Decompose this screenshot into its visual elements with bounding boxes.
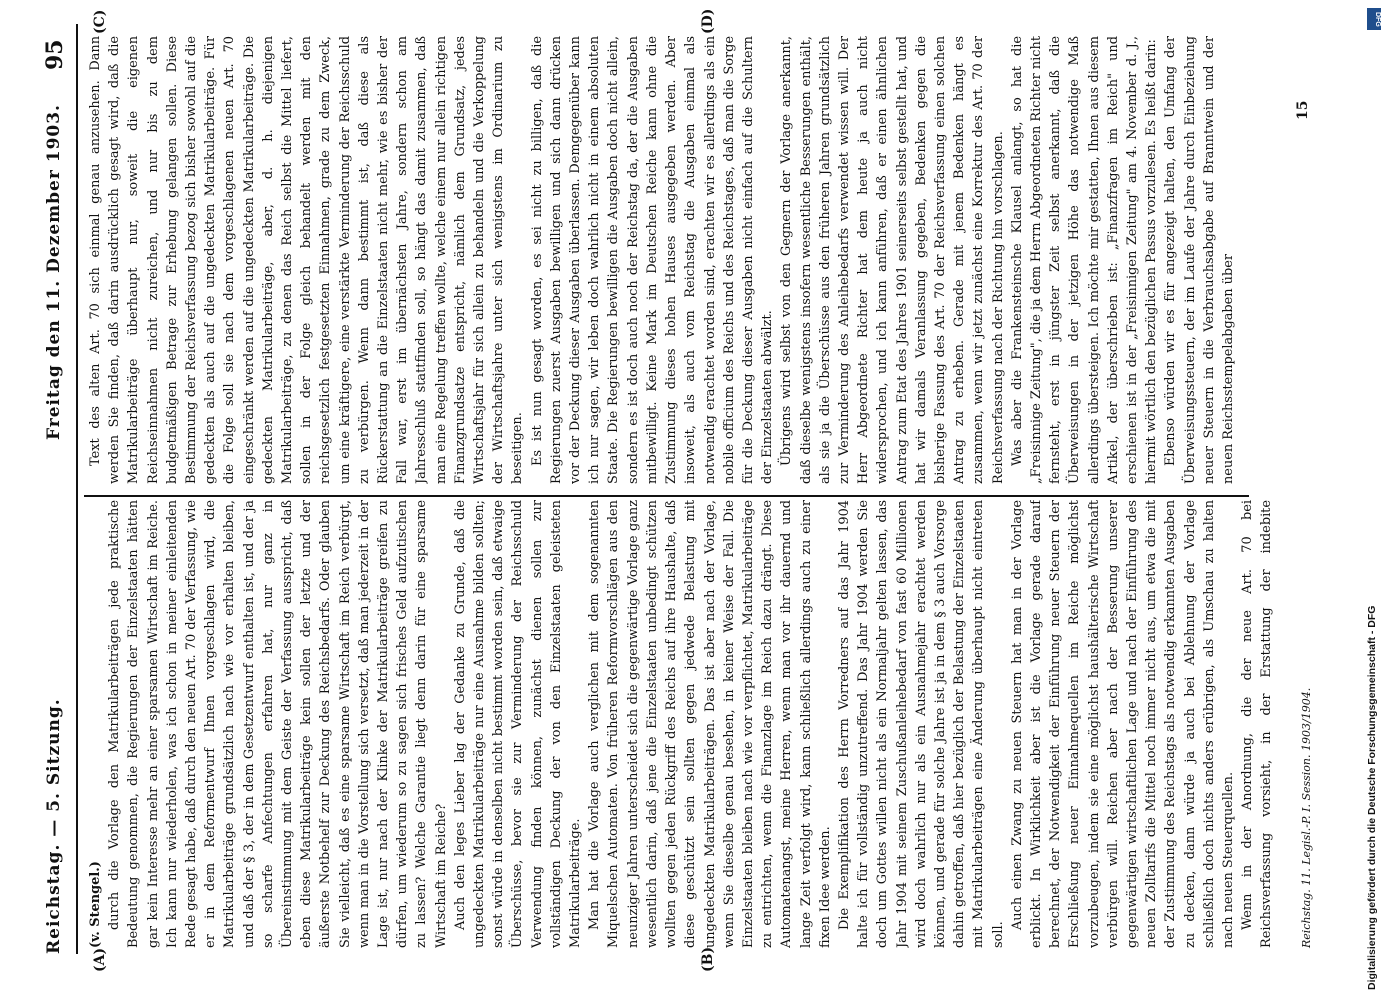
paragraph: Was aber die Frankensteinsche Klausel anlangt, so hat die „Freisinnige Zeitung", die ja dem Herrn Abgeordneten Richter nicht fernsteht, erst in jüngster Zeit selbst anerkannt, daß die Überweisungen in der jetzigen Höhe das notwendige Maß allerdings übersteigen. Ich möchte mir gestatten, Ihnen aus diesem Artikel, der überschrieben ist: „Finanzfragen im Reich" und erschienen ist in der „Freisinnigen Zeitung" am 4. November d. J., hiermit wörtlich den bezüglichen Passus vorzulesen. Es heißt darin: [1009,36,1160,484]
header-rule [76,24,78,954]
header-left: Reichstag. — 5. Sitzung. [44,698,64,954]
right-column [86,36,1276,484]
footer-session-note: Reichstag. 11. Legisl.-P. I. Session. 1903/1904. [1300,687,1313,948]
paragraph: Wenn in der Anordnung, die der neue Art. 70 bei Reichsverfassung vorsieht, in der Erstattung der indebite [1240,500,1275,948]
speaker-name: (v. Stengel.) [88,861,103,948]
dfg-logo: DFG [1367,8,1381,30]
paragraph: Übrigens wird selbst von den Gegnern der Vorlage anerkannt, daß dieselbe wenigstens insofern wesentliche Besserungen enthält, als sie ja die Überschüsse aus den früheren Jahren grundsätzlich zur Verminderung des Anleihebedarfs verwendet wissen will. Der Herr Abgeordnete Richter hat dem heute ja auch nicht widersprochen, und ich kann anführen, daß er einen ähnlichen Antrag zum Etat des Jahres 1901 seinerseits selbst gestellt hat, und hat wir damals Veranlassung gegeben, Bedenken gegen die bisherige Fassung des Art. 70 der Reichsverfassung einen solchen Antrag zu erheben. Gerade mit jenem Bedenken hängt es zusammen, wenn wir jetzt zunächst eine Korrektur des Art. 70 der Reichsverfassung nach der Richtung hin vorschlagen. [779,36,1006,484]
section-marker-b: (B) [700,946,716,972]
page-header [30,0,70,1000]
header-date: Freitag den 11. Dezember 1903. [44,104,64,440]
paragraph: Text des alten Art. 70 sich einmal genau anzusehen. Dann werden Sie finden, daß darin ausdrücklich gesagt wird, daß die Matrikularbeiträge überhaupt nur, soweit die eigenen Reichseinnahmen nicht zureichen, und nur bis zu dem budgetmäßigen Betrage zur Erhebung gelangen sollen. Diese Bestimmung der Reichsverfassung bezog sich bisher sowohl auf die gedeckten als auch auf die ungedeckten Matrikularbeiträge. Für die Folge soll sie nach dem vorgeschlagenen neuen Art. 70 eingeschränkt werden auf die ungedeckten Matrikularbeiträge. Die gedeckten Matrikularbeiträge, aber, d. h. diejenigen Matrikularbeiträge, zu denen das Reich selbst die Mittel liefert, sollen in der Folge gleich behandelt werden mit den reichsgesetzlich festgesetzten Einnahmen, grade zu dem Zweck, um eine kräftigere, eine verstärkte Verminderung der Reichsschuld zu verbürgen. Wenn dann bestimmt ist, daß diese als Rückerstattung an die Einzelstaaten nicht mehr, wie es bisher der Fall war, erst im übernächsten Jahre, sondern schon am Jahresschluß stattfinden soll, so hängt das damit zusammen, daß man eine Regelung treffen wollte, welche einem nur allein richtigen Finanzgrundsatze entspricht, nämlich dem Grundsatz, jedes Wirtschaftsjahr für sich allein zu behandeln und die Verkoppelung der Wirtschaftsjahre unter sich wenigstens im Ordinarium zu beseitigen. [88,36,526,484]
paragraph: Man hat die Vorlage auch verglichen mit dem sogenannten Miquelschen Automaten. Von früheren Reformvorschlägen aus den neunziger Jahren unterscheidet sich die gegenwärtige Vorlage ganz wesentlich darin, daß jene die Einzelstaaten unbedingt schützen wollten gegen jeden Rückgriff des Reichs auf ihre Haushalte, daß diese geschützt sein sollten gegen jedwede Belastung mit ungedeckten Matrikularbeiträgen. Das ist aber nach der Vorlage, wenn Sie dieselbe genau besehen, in keiner Weise der Fall. Die Einzelstaaten bleiben nach wie vor verpflichtet, Matrikularbeiträge zu entrichten, wenn die Finanzlage im Reich dazu drängt. Diese Automatenangst, meine Herren, wenn man vor ihr dauernd und lange Zeit verfolgt wird, kann schließlich allerdings auch zu einer fixen Idee werden. [587,500,833,948]
section-marker-d: (D) [700,8,716,34]
quoted-paragraph: Ebenso würden wir es für angezeigt halten, den Umfang der Überweisungssteuern, der im Laufe der Jahre durch Einbeziehung neuer Steuern in die Verbrauchsabgabe auf Branntwein und der neuen Reichsstempelabgaben über [1163,36,1236,484]
paragraph: Auch einen Zwang zu neuen Steuern hat man in der Vorlage erblickt. In Wirklichkeit aber ist die Vorlage gerade darauf berechnet, der Notwendigkeit der Einführung neuer Steuern der Erschließung neuer Einnahmequellen im Reiche möglichst vorzubeugen, indem sie eine möglichst haushälterische Wirtschaft verbürgen will. Reichen aber nach der Besserung unserer gegenwärtigen wirtschaftlichen Lage und nach der Einführung des neuen Zolltarifs die Mittel noch immer nicht aus, um etwa die mit der Zustimmung des Reichstags als notwendig erkannten Ausgaben zu decken, dann würde ja auch bei Ablehnung der Vorlage schließlich doch nichts anders erübrigen, als Umschau zu halten nach neuen Steuerquellen. [1009,500,1236,948]
section-marker-a: (A) [92,947,108,972]
section-marker-c: (C) [92,9,108,34]
digitization-text: Digitalisierung gefördert durch die Deutsche Forschungsgemeinschaft - DFG [1366,605,1378,990]
paragraph: Die Exemplifikation des Herrn Vorredners auf das Jahr 1904 halte ich für vollständig unzutreffend. Das Jahr 1904 werden Sie doch um Gottes willen nicht als ein Normaljahr gelten lassen, das Jahr 1904 mit seinem Zuschußanleihebedarf von fast 60 Millionen wird doch wahrlich nur als ein Ausnahmejahr erachtet werden können, und gerade für solche Jahre ist ja in dem § 3 auch Vorsorge dahin getroffen, daß hier bezüglich der Belastung der Einzelstaaten mit Matrikularbeiträgen eine Änderung überhaupt nicht eintreten soll. [836,500,1006,948]
page-number: 95 [42,39,68,70]
left-column [86,500,1276,948]
footer-sheet-number: 15 [1295,100,1311,120]
paragraph: Es ist nun gesagt worden, es sei nicht zu billigen, daß die Regierungen zuerst Ausgaben bewilligen und sich dann drücken vor der Deckung dieser Ausgaben überlassen. Demgegenüber kann ich nur sagen, wir leben doch wahrlich nicht in einem absoluten Staate. Die Regierungen bewilligen die Ausgaben doch nicht allein, sondern es ist doch auch noch der Reichstag da, der die Ausgaben mitbewilligt. Keine Mark im Deutschen Reiche kann ohne die Zustimmung dieses hohen Hauses ausgegeben werden. Aber insoweit, als auch vom Reichstag die Ausgaben einmal als notwendig erachtet worden sind, erachten wir es allerdings als ein nobile officium des Reichs und des Reichstages, daß man die Sorge für die Deckung dieser Ausgaben nicht einfach auf die Schultern der Einzelstaaten abwälzt. [529,36,776,484]
paragraph: durch die Vorlage den Matrikularbeiträgen jede praktische Bedeutung genommen, die Regierungen der Einzelstaaten hätten gar kein Interesse mehr an einer sparsamen Wirtschaft im Reiche. Ich kann nur wiederholen, was ich schon in meiner einleitenden Rede gesagt habe, daß durch den neuen Art. 70 der Verfassung, wie er in dem Reformentwurf Ihnen vorgeschlagen wird, die Matrikularbeiträge grundsätzlich nach wie vor erhalten bleiben, und daß der § 3, der in dem Gesetzentwurf enthalten ist, und der ja so scharfe Anfechtungen erfahren hat, nur ganz in Übereinstimmung mit dem Geiste der Verfassung ausspricht, daß eben diese Matrikularbeiträge kein sollen der letzte und der äußerste Notbehelf zur Deckung des Reichsbedarfs. Oder glauben Sie vielleicht, daß es eine sparsame Wirtschaft im Reich verbürgt, wenn man in die Vorstellung sich versetzt, daß man jederzeit in der Lage ist, nur nach der Klinke der Matrikularbeiträge greifen zu dürfen, um wiederum so zu sagen sich frisches Geld aufzutischen zu lassen? Welche Garantie liegt denn darin für eine sparsame Wirtschaft im Reiche? [107,500,449,948]
digitization-note [1364,0,1383,1000]
paragraph: Auch den leges Lieber lag der Gedanke zu Grunde, daß die ungedeckten Matrikularbeiträge nur eine Ausnahme bilden sollten; sonst würde in denselben nicht bestimmt worden sein, daß etwaige Überschüsse, bevor sie zur Verminderung der Reichsschuld Verwendung finden können, zunächst dienen sollen zur vollständigen Deckung der von den Einzelstaaten geleisteten Matrikularbeiträge. [452,500,584,948]
column-divider [84,495,1249,497]
